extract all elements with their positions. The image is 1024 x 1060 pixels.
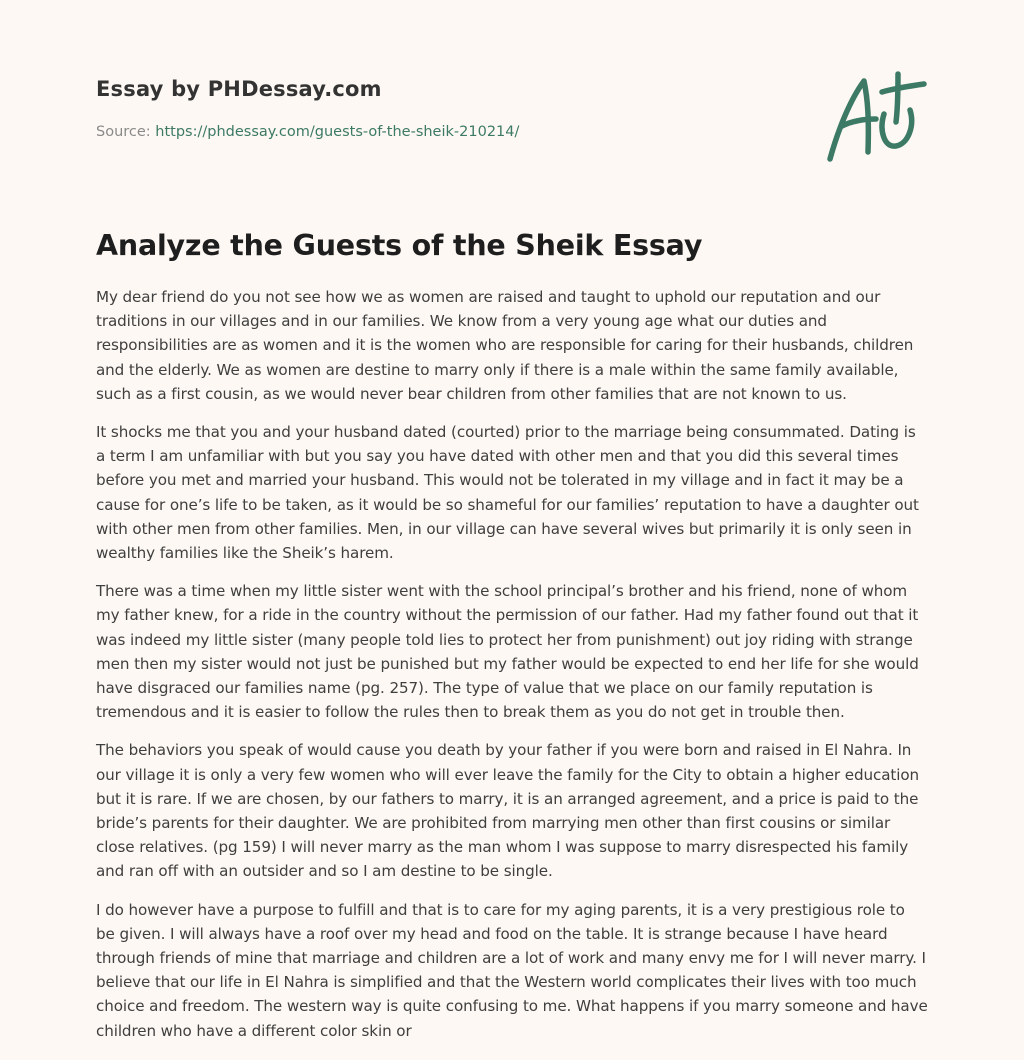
essay-paragraph: My dear friend do you not see how we as women are raised and taught to uphold our reputation and our traditions in our villages and in our families. We know from a very young age what our duties and responsibilities are as women and it is the women who are responsible for caring for their husbands, children and the elderly. We as women are destine to marry only if there is a male within the same family available, such as a first cousin, as we would never bear children from other families that are not known to us. [96, 288, 914, 403]
page-header [96, 0, 928, 170]
source-link[interactable]: https://phdessay.com/guests-of-the-sheik-210214/ [155, 124, 520, 140]
a-plus-grade-icon [824, 68, 928, 164]
essay-body [96, 285, 928, 1057]
essay-paragraph: It shocks me that you and your husband dated (courted) prior to the marriage being consummated. Dating is a term I am unfamiliar with but you say you have dated with other men and that you did this several times before you met and married your husband. This would not be tolerated in my village and in fact it may be a cause for one’s life to be taken, as it would be so shameful for our families’ reputation to have a daughter out with other men from other families. Men, in our village can have several wives but primarily it is only seen in wealthy families like the Sheik’s harem. [96, 423, 919, 563]
brand-title: Essay by PHDessay.com [96, 77, 382, 101]
essay-paragraph: The behaviors you speak of would cause you death by your father if you were born and raised in El Nahra. In our village it is only a very few women who will ever leave the family for the City to obtain a higher education but it is rare. If we are chosen, by our fathers to marry, it is an arranged agreement, and a price is paid to the bride’s parents for their daughter. We are prohibited from marrying men other than first cousins or similar close relatives. (pg 159) I will never marry as the man whom I was suppose to marry disrespected his family and ran off with an outsider and so I am destine to be single. [96, 741, 919, 881]
essay-paragraph: There was a time when my little sister went with the school principal’s brother and his friend, none of whom my father knew, for a ride in the country without the permission of our father. Had my father found out that it was indeed my little sister (many people told lies to protect her from punishment) out joy riding with strange men then my sister would not just be punished but my father would be expected to end her life for she would have disgraced our families name (pg. 257). The type of value that we place on our family reputation is tremendous and it is easier to follow the rules then to break them as you do not get in trouble then. [96, 582, 919, 722]
source-label: Source: [96, 124, 156, 140]
essay-title: Analyze the Guests of the Sheik Essay [96, 229, 703, 262]
source-line [96, 124, 519, 140]
essay-paragraph: I do however have a purpose to fulfill and that is to care for my aging parents, it is a very prestigious role to be given. I will always have a roof over my head and food on the table. It is strange because I have heard through friends of mine that marriage and children are a lot of work and many envy me for I will never marry. I believe that our life in El Nahra is simplified and that the Western world complicates their lives with too much choice and freedom. The western way is quite confusing to me. What happens if you marry someone and have children who have a different color skin or [96, 900, 928, 1040]
